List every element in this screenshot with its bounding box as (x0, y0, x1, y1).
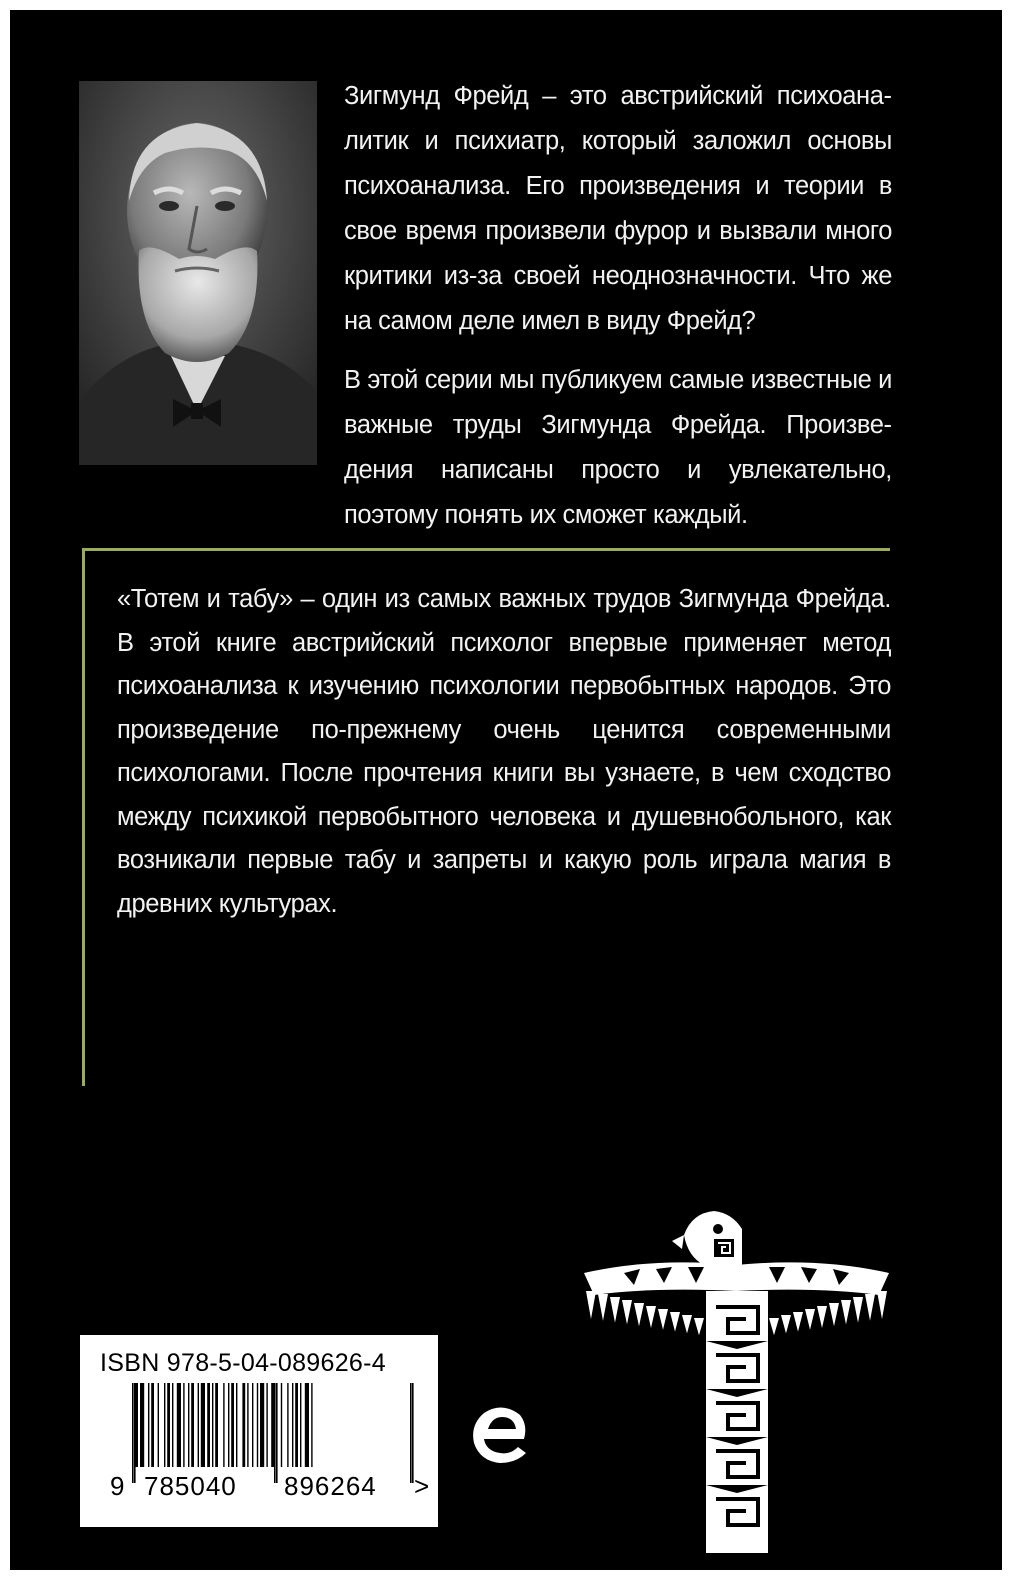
barcode-guard-bar (410, 1383, 412, 1483)
barcode-bar (151, 1383, 154, 1467)
barcode-bar (183, 1383, 184, 1467)
feather-left (622, 1300, 632, 1324)
author-portrait (79, 81, 317, 465)
book-annotation: «Тотем и табу» – один из самых важных трудов Зигмунда Фрейда. В этой книге австрийский психолог впервые применяет метод психоанализа к изучению психологии первобытных народов. Это произведение по-прежнему очень ценится современными психологами. После прочтения книги вы узнаете, в чем сходство между психикой первобытного человека и душевнобольного, как возникали первые табу и запреты и какую роль играла магия в древних культурах. (117, 585, 891, 918)
feather-left (670, 1312, 680, 1332)
barcode-bar (140, 1383, 144, 1467)
author-description (344, 74, 892, 552)
feather-right (793, 1312, 803, 1332)
barcode-bar (191, 1383, 194, 1467)
feather-right (877, 1291, 887, 1319)
feather-right (781, 1315, 791, 1333)
barcode-bar (158, 1383, 159, 1467)
feather-right (805, 1309, 815, 1330)
feather-left (646, 1306, 656, 1328)
barcode-icon (88, 1383, 430, 1521)
frame-left-line (82, 548, 85, 1086)
barcode-bar (247, 1383, 248, 1467)
feather-right (853, 1297, 863, 1323)
isbn-label: ISBN 978-5-04-089626-4 (100, 1349, 386, 1377)
barcode-bar (172, 1383, 173, 1467)
barcode-guard-bar (412, 1383, 414, 1483)
barcode-right-digits: 896264 (284, 1471, 377, 1501)
barcode-guard-bar (274, 1383, 276, 1483)
barcode-bar (177, 1383, 181, 1467)
barcode-bar (292, 1383, 293, 1467)
barcode-bar (266, 1383, 267, 1467)
barcode-bar (198, 1383, 199, 1467)
feather-right (841, 1300, 851, 1324)
barcode-bar (231, 1383, 234, 1467)
barcode-bar (223, 1383, 224, 1467)
author-paragraph-2: В этой серии мы публикуем самые известные и важные труды Зигмунда Фрейда. Произведения написаны просто и увлекательно, поэтому понять их сможет каждый. (344, 366, 892, 529)
barcode-bar (207, 1383, 210, 1467)
barcode-bar (257, 1383, 258, 1467)
barcode-bar (271, 1383, 274, 1467)
publisher-logo-icon (462, 1395, 542, 1475)
feather-left (682, 1315, 692, 1333)
portrait-image (79, 81, 317, 465)
barcode-bar (215, 1383, 218, 1467)
feather-right (865, 1294, 875, 1321)
feather-left (634, 1303, 644, 1326)
barcode-bar (164, 1383, 165, 1467)
barcode-guard-bar (276, 1383, 278, 1483)
back-cover (10, 10, 1002, 1570)
barcode-bar (305, 1383, 309, 1467)
barcode-bar (228, 1383, 229, 1467)
feather-right (769, 1318, 779, 1335)
barcode-guard-bar (134, 1383, 136, 1483)
barcode-bar (148, 1383, 149, 1467)
barcode-bar (201, 1383, 205, 1467)
barcode-quiet-mark: > (414, 1471, 430, 1501)
barcode-bar (236, 1383, 237, 1467)
barcode-bar (295, 1383, 298, 1467)
barcode-bar (311, 1383, 312, 1467)
barcode-bar (300, 1383, 301, 1467)
barcode-bar (212, 1383, 213, 1467)
feather-left (598, 1294, 608, 1321)
feather-left (586, 1291, 596, 1319)
totem-eagle-illustration (564, 1195, 909, 1561)
barcode-bar (188, 1383, 189, 1467)
frame-top-line (82, 548, 890, 551)
feather-left (610, 1297, 620, 1323)
barcode-left-digits: 785040 (144, 1471, 237, 1501)
barcode-guard-bar (132, 1383, 134, 1483)
barcode-panel (80, 1335, 438, 1527)
barcode-bar (167, 1383, 170, 1467)
feather-right (829, 1303, 839, 1326)
feather-left (694, 1318, 704, 1335)
barcode-bar (242, 1383, 245, 1467)
feather-right (817, 1306, 827, 1328)
barcode-bar (252, 1383, 253, 1467)
author-paragraph-1: Зигмунд Фрейд – это австрийский психоаналитик и психиатр, который заложил основы психоанализа. Его произведения и теории в свое время произвели фурор и вызвали много критики из-за своей неоднозначности. Что же на самом деле имел в виду Фрейд? (344, 82, 892, 335)
barcode-bar (287, 1383, 288, 1467)
barcode-bar (281, 1383, 282, 1467)
feather-left (658, 1309, 668, 1330)
barcode-lead-digit: 9 (110, 1471, 125, 1501)
barcode-bar (260, 1383, 264, 1467)
barcode-bar (135, 1383, 138, 1467)
